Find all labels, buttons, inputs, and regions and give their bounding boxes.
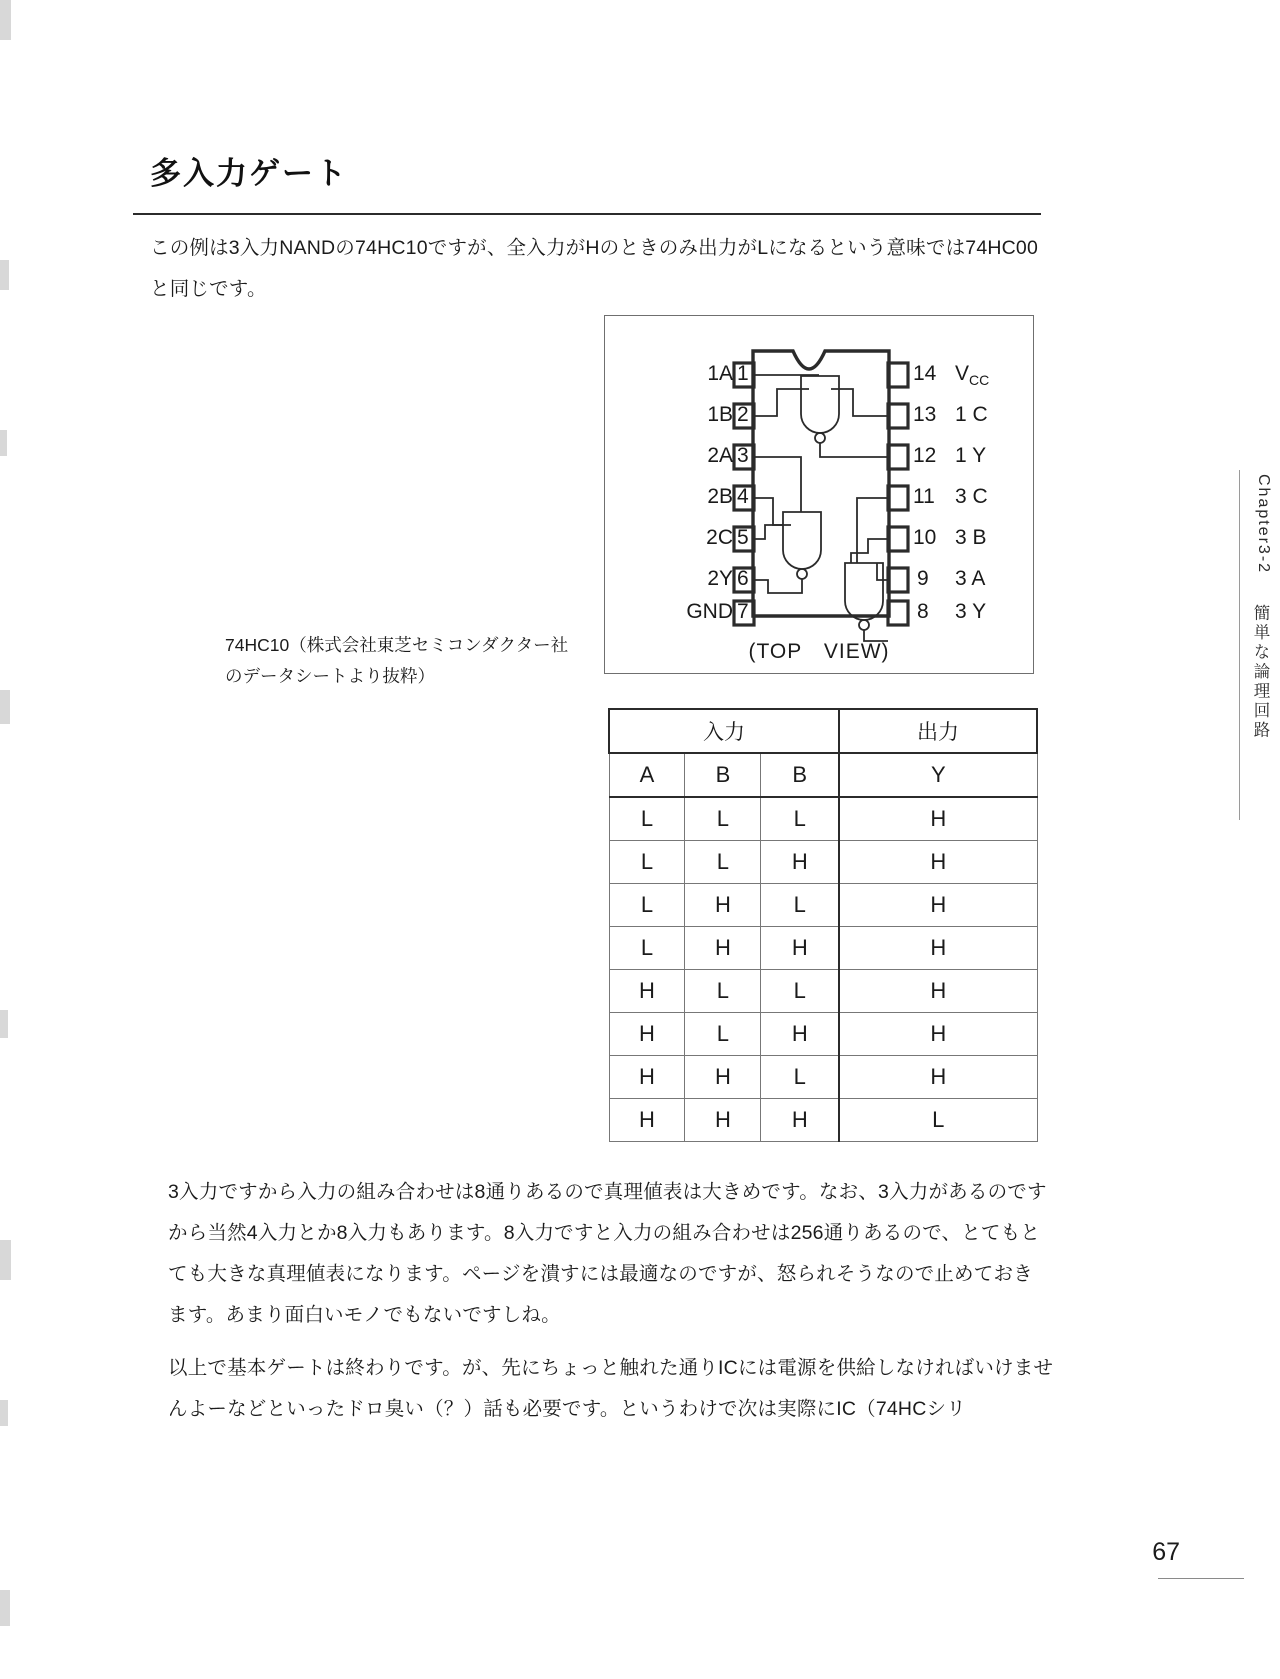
body-paragraph-1: 3入力ですから入力の組み合わせは8通りあるので真理値表は大きめです。なお、3入力があるのですから当然4入力とか8入力もあります。8入力ですと入力の組み合わせは256通りあるので、とてもとても大きな真理値表になります。ページを潰すには最適なのですが、怒られそうなので止めておきます。あまり面白いモノでもないですしね。 (168, 1181, 1047, 1326)
pin-number-2: 2 (737, 403, 749, 426)
pin-number-3: 3 (737, 444, 749, 467)
header-col-b1: B (685, 753, 761, 797)
cell-b1: H (685, 1056, 761, 1099)
pin-label-gnd: GND (686, 600, 733, 623)
pin-number-7: 7 (737, 600, 749, 623)
chapter-tab-divider (1239, 470, 1240, 820)
cell-b2: H (761, 1099, 839, 1142)
cell-b1: H (685, 1099, 761, 1142)
cell-y: H (839, 1013, 1037, 1056)
pin-number-4: 4 (737, 485, 749, 508)
table-row (609, 970, 1037, 1013)
pin-label-vcc: V (955, 362, 970, 385)
cell-b1: H (685, 927, 761, 970)
figure-caption-line1: 74HC10（株式会社東芝セミコンダクター社 (225, 635, 569, 655)
scan-gutter-artifacts (0, 0, 14, 1679)
pin-label-3c: 3 C (955, 485, 988, 508)
table-header-group-row (609, 709, 1037, 753)
cell-y: H (839, 841, 1037, 884)
cell-y: H (839, 970, 1037, 1013)
pin-number-9: 9 (917, 567, 929, 590)
table-row (609, 884, 1037, 927)
heading-rule (133, 213, 1041, 215)
cell-b2: H (761, 1013, 839, 1056)
table-row (609, 927, 1037, 970)
pin-label-vcc-subscript: CC (969, 372, 990, 389)
pin-number-14: 14 (913, 362, 937, 385)
cell-b1: L (685, 970, 761, 1013)
pin-label-2c: 2C (706, 526, 733, 549)
pin-label-1a: 1A (707, 362, 733, 385)
pin-label-3y: 3 Y (955, 600, 987, 623)
figure-caption-line2: のデータシートより抜粋） (225, 666, 435, 686)
pin-number-10: 10 (913, 526, 937, 549)
cell-a: H (609, 1013, 685, 1056)
cell-b2: L (761, 797, 839, 841)
cell-b2: L (761, 970, 839, 1013)
cell-y: H (839, 797, 1037, 841)
pin-label-1c: 1 C (955, 403, 988, 426)
table-row (609, 1099, 1037, 1142)
pin-label-3b: 3 B (955, 526, 987, 549)
header-group-input: 入力 (609, 709, 839, 753)
cell-b1: L (685, 1013, 761, 1056)
header-col-b2: B (761, 753, 839, 797)
cell-a: L (609, 841, 685, 884)
cell-a: L (609, 927, 685, 970)
page-number: 67 (1152, 1538, 1180, 1566)
table-row (609, 1056, 1037, 1099)
cell-b2: H (761, 841, 839, 884)
page-title: 多入力ゲート (150, 156, 348, 191)
cell-b2: L (761, 884, 839, 927)
figure-caption (225, 630, 585, 692)
cell-y: H (839, 1056, 1037, 1099)
pin-number-12: 12 (913, 444, 937, 467)
table-row (609, 797, 1037, 841)
truth-table-body (609, 797, 1037, 1142)
chapter-tab-label: Chapter3-2 (1255, 474, 1272, 575)
truth-table (608, 708, 1038, 1142)
top-view-label: (TOP VIEW) (748, 640, 890, 663)
cell-a: L (609, 884, 685, 927)
page-number-rule (1158, 1578, 1244, 1579)
table-header-row (609, 753, 1037, 797)
cell-b1: L (685, 797, 761, 841)
pin-number-1: 1 (737, 362, 749, 385)
cell-y: L (839, 1099, 1037, 1142)
cell-y: H (839, 884, 1037, 927)
body-paragraph-2: 以上で基本ゲートは終わりです。が、先にちょっと触れた通りICには電源を供給しなければいけませんよーなどといったドロ臭い（？）話も必要です。というわけで次は実際にIC（74HCシリ (168, 1357, 1054, 1420)
pin-label-2a: 2A (707, 444, 733, 467)
header-col-y: Y (839, 753, 1037, 797)
cell-b2: L (761, 1056, 839, 1099)
pin-label-3a: 3 A (955, 567, 986, 590)
chapter-tab-section: 簡単な論理回路 (1251, 604, 1269, 741)
ic-pinout-figure (604, 315, 1034, 674)
table-row (609, 1013, 1037, 1056)
cell-a: H (609, 1056, 685, 1099)
cell-b2: H (761, 927, 839, 970)
header-group-output: 出力 (839, 709, 1037, 753)
intro-paragraph: この例は3入力NANDの74HC10ですが、全入力がHのときのみ出力がLになるという意味では74HC00と同じです。 (150, 237, 1039, 300)
cell-a: H (609, 970, 685, 1013)
cell-b1: L (685, 841, 761, 884)
pin-number-6: 6 (737, 567, 749, 590)
pin-label-2b: 2B (707, 485, 733, 508)
pin-label-1y: 1 Y (955, 444, 987, 467)
table-row (609, 841, 1037, 884)
pin-label-1b: 1B (707, 403, 733, 426)
cell-y: H (839, 927, 1037, 970)
pin-number-11: 11 (913, 485, 935, 508)
pin-number-8: 8 (917, 600, 929, 623)
cell-a: L (609, 797, 685, 841)
cell-b1: H (685, 884, 761, 927)
pin-number-13: 13 (913, 403, 937, 426)
pin-label-2y: 2Y (707, 567, 733, 590)
chapter-tab (1238, 470, 1280, 820)
header-col-a: A (609, 753, 685, 797)
pin-number-5: 5 (737, 526, 749, 549)
cell-a: H (609, 1099, 685, 1142)
